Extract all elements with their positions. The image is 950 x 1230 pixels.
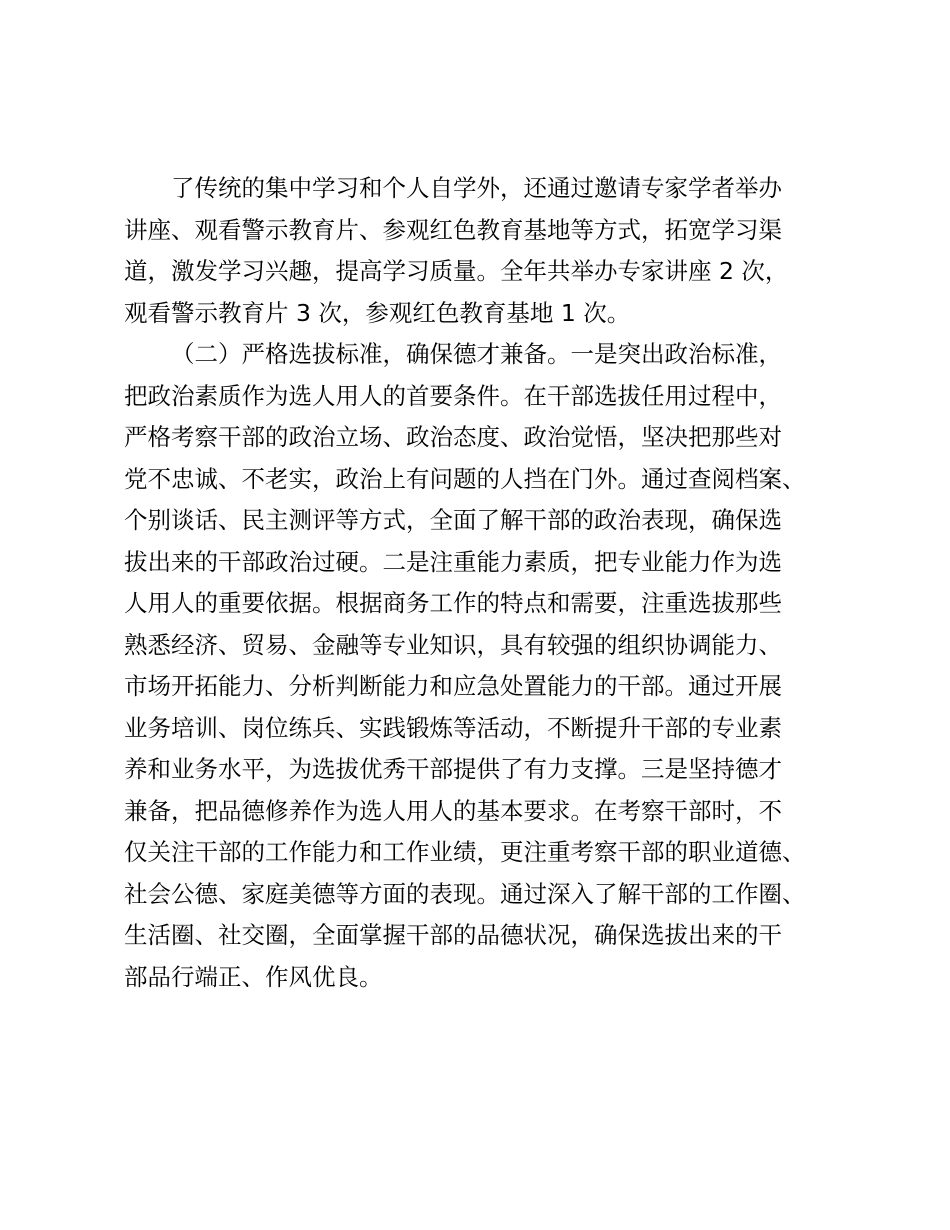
paragraph-line: 仅关注干部的工作能力和工作业绩，更注重考察干部的职业道德、 xyxy=(124,838,806,866)
paragraph-line: 严格考察干部的政治立场、政治态度、政治觉悟，坚决把那些对 xyxy=(124,423,782,451)
paragraph-line: 讲座、观看警示教育片、参观红色教育基地等方式，拓宽学习渠 xyxy=(124,215,782,244)
paragraph-line: 部品行端正、作风优良。 xyxy=(124,962,383,991)
paragraph-line: 社会公德、家庭美德等方面的表现。通过深入了解干部的工作圈、 xyxy=(124,879,806,908)
paragraph-line: 市场开拓能力、分析判断能力和应急处置能力的干部。通过开展 xyxy=(124,672,782,700)
paragraph-line: 养和业务水平，为选拔优秀干部提供了有力支撑。三是坚持德才 xyxy=(124,755,782,783)
paragraph-line: 拔出来的干部政治过硬。二是注重能力素质，把专业能力作为选 xyxy=(124,547,782,576)
paragraph-line: 生活圈、社交圈，全面掌握干部的品德状况，确保选拔出来的干 xyxy=(124,921,782,949)
paragraph-line: 观看警示教育片 3 次，参观红色教育基地 1 次。 xyxy=(124,298,631,327)
paragraph-line: 道，激发学习兴趣，提高学习质量。全年共举办专家讲座 2 次， xyxy=(124,257,789,285)
document-body xyxy=(124,168,844,998)
paragraph-line: 业务培训、岗位练兵、实践锻炼等活动，不断提升干部的专业素 xyxy=(124,713,782,742)
paragraph-line: 把政治素质作为选人用人的首要条件。在干部选拔任用过程中， xyxy=(124,381,782,410)
paragraph-line: 熟悉经济、贸易、金融等专业知识，具有较强的组织协调能力、 xyxy=(124,630,782,659)
section-heading-line: （二）严格选拔标准，确保德才兼备。一是突出政治标准， xyxy=(171,340,782,368)
paragraph-line: 兼备，把品德修养作为选人用人的基本要求。在考察干部时，不 xyxy=(124,796,782,825)
paragraph-line: 了传统的集中学习和个人自学外，还通过邀请专家学者举办 xyxy=(171,174,782,202)
paragraph-line: 个别谈话、民主测评等方式，全面了解干部的政治表现，确保选 xyxy=(124,506,782,534)
paragraph-line: 党不忠诚、不老实，政治上有问题的人挡在门外。通过查阅档案、 xyxy=(124,464,806,493)
paragraph-line: 人用人的重要依据。根据商务工作的特点和需要，注重选拔那些 xyxy=(124,589,782,617)
